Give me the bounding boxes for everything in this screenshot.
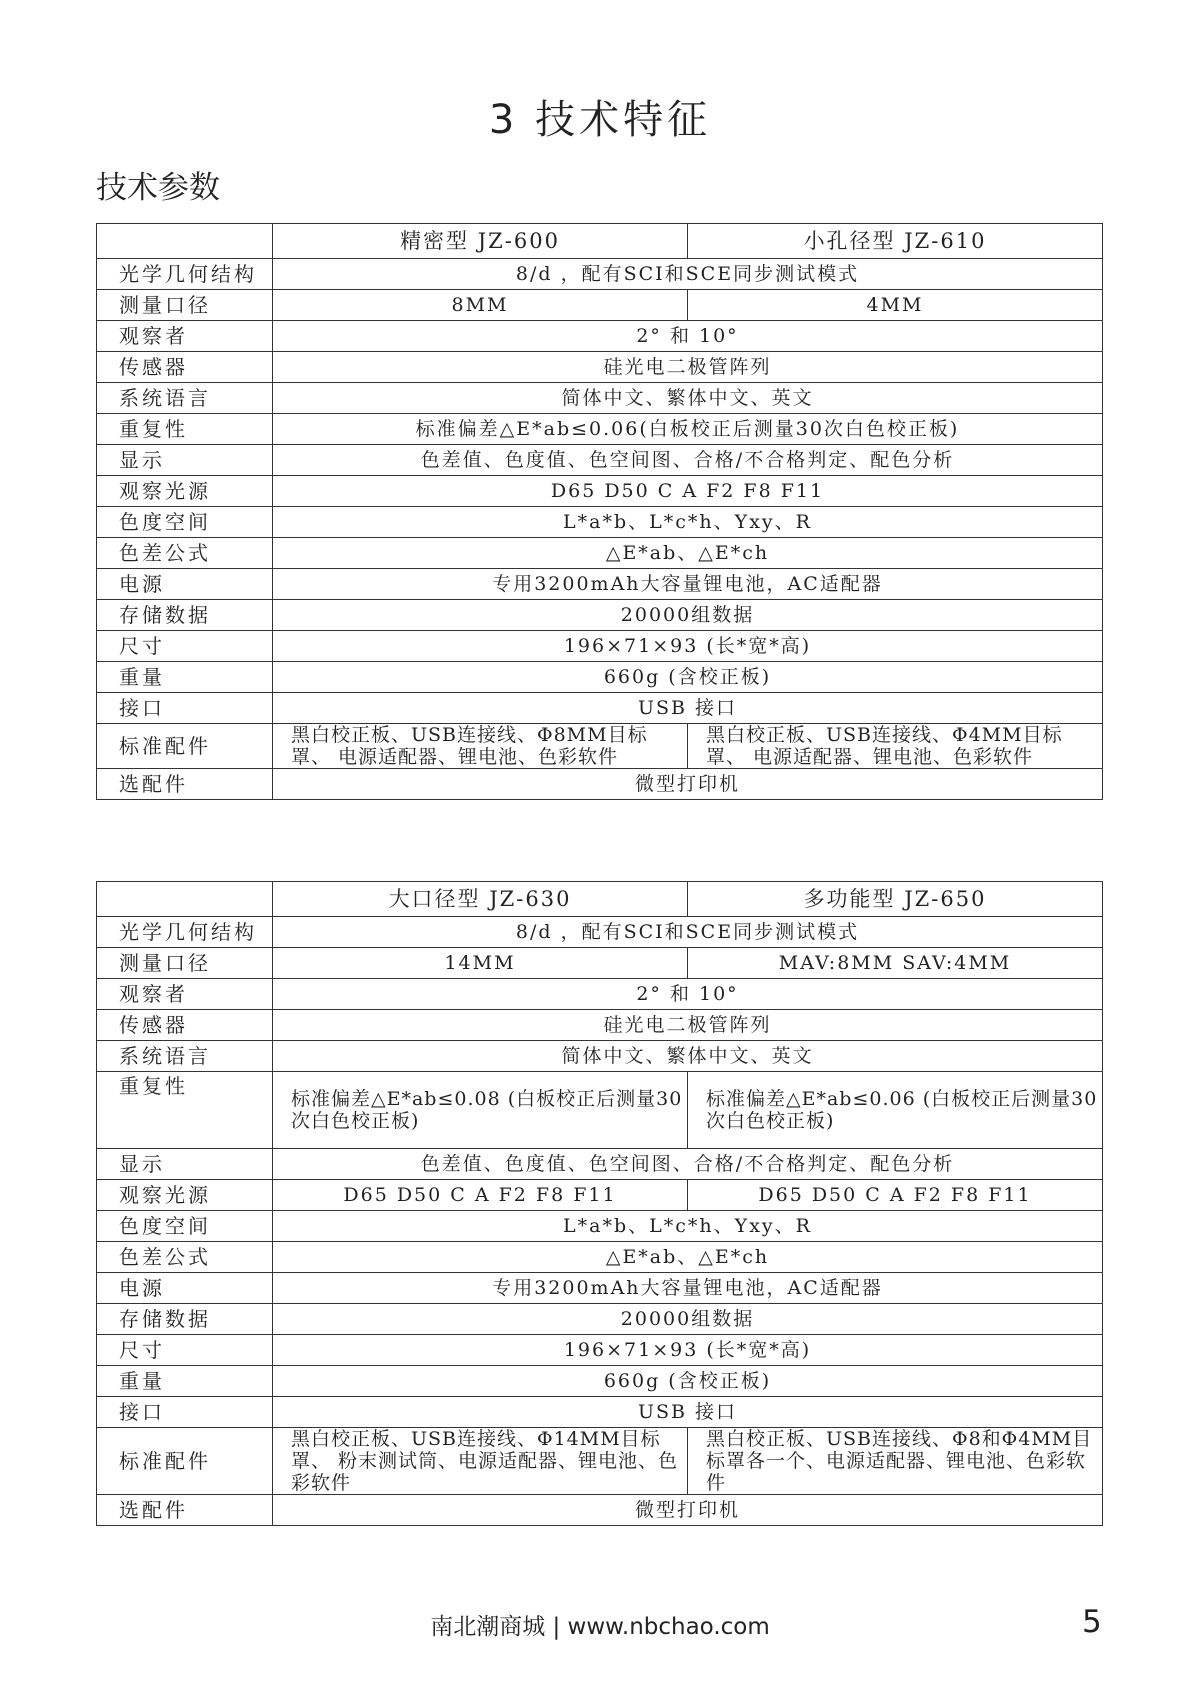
spec-value: △E*ab、△E*ch — [273, 538, 1103, 569]
spec-label: 选配件 — [97, 769, 273, 800]
spec-row — [97, 917, 1103, 948]
spec-row — [97, 693, 1103, 724]
spec-label: 电源 — [97, 569, 273, 600]
spec-label: 存储数据 — [97, 1304, 273, 1335]
spec-row — [97, 1397, 1103, 1428]
spec-row — [97, 476, 1103, 507]
spec-label: 色差公式 — [97, 1242, 273, 1273]
spec-label: 观察光源 — [97, 476, 273, 507]
spec-label: 电源 — [97, 1273, 273, 1304]
spec-value: 660g (含校正板) — [273, 1366, 1103, 1397]
spec-value: 4MM — [688, 290, 1103, 321]
spec-value: L*a*b、L*c*h、Yxy、R — [273, 1211, 1103, 1242]
spec-label: 重量 — [97, 1366, 273, 1397]
spec-value: 660g (含校正板) — [273, 662, 1103, 693]
page-number: 5 — [1082, 1604, 1102, 1640]
spec-row — [97, 1010, 1103, 1041]
spec-row — [97, 948, 1103, 979]
spec-value: USB 接口 — [273, 693, 1103, 724]
spec-row — [97, 569, 1103, 600]
spec-label: 色度空间 — [97, 1211, 273, 1242]
spec-value: USB 接口 — [273, 1397, 1103, 1428]
spec-label: 标准配件 — [97, 1428, 273, 1495]
spec-row — [97, 507, 1103, 538]
spec-label: 测量口径 — [97, 290, 273, 321]
spec-label: 传感器 — [97, 352, 273, 383]
model-header: 大口径型 JZ-630 — [273, 882, 688, 917]
spec-value: L*a*b、L*c*h、Yxy、R — [273, 507, 1103, 538]
spec-row — [97, 1242, 1103, 1273]
spec-row — [97, 259, 1103, 290]
spec-row — [97, 290, 1103, 321]
spec-row — [97, 724, 1103, 769]
spec-row — [97, 600, 1103, 631]
spec-table-1 — [96, 223, 1103, 800]
spec-label: 标准配件 — [97, 724, 273, 769]
spec-value: 8/d ，配有SCI和SCE同步测试模式 — [273, 259, 1103, 290]
spec-value: 标准偏差△E*ab≤0.06(白板校正后测量30次白色校正板) — [273, 414, 1103, 445]
spec-row — [97, 383, 1103, 414]
spec-value: 简体中文、繁体中文、英文 — [273, 1041, 1103, 1072]
spec-label: 光学几何结构 — [97, 259, 273, 290]
spec-value: 微型打印机 — [273, 1495, 1103, 1526]
spec-value: △E*ab、△E*ch — [273, 1242, 1103, 1273]
spec-value: 196×71×93 (长*宽*高) — [273, 1335, 1103, 1366]
spec-row — [97, 662, 1103, 693]
page-title: 3 技术特征 — [488, 97, 712, 143]
spec-table-2 — [96, 881, 1103, 1526]
section-title: 技术参数 — [96, 170, 220, 206]
spec-value: 硅光电二极管阵列 — [273, 1010, 1103, 1041]
spec-row — [97, 631, 1103, 662]
spec-value: 2° 和 10° — [273, 321, 1103, 352]
spec-value: 14MM — [273, 948, 688, 979]
spec-row — [97, 979, 1103, 1010]
spec-value: 标准偏差△E*ab≤0.06 (白板校正后测量30次白色校正板) — [688, 1072, 1103, 1149]
spec-row — [97, 1428, 1103, 1495]
footer-site: 南北潮商城 | www.nbchao.com — [430, 1614, 770, 1640]
spec-label: 尺寸 — [97, 1335, 273, 1366]
spec-row — [97, 1495, 1103, 1526]
spec-value: 专用3200mAh大容量锂电池，AC适配器 — [273, 569, 1103, 600]
spec-row — [97, 1335, 1103, 1366]
spec-label: 显示 — [97, 1149, 273, 1180]
spec-label: 色差公式 — [97, 538, 273, 569]
spec-label: 重复性 — [97, 414, 273, 445]
corner-cell — [97, 882, 273, 917]
spec-row — [97, 769, 1103, 800]
model-header: 精密型 JZ-600 — [273, 224, 688, 259]
spec-value: 20000组数据 — [273, 600, 1103, 631]
spec-label: 尺寸 — [97, 631, 273, 662]
spec-label: 光学几何结构 — [97, 917, 273, 948]
spec-value: 8MM — [273, 290, 688, 321]
spec-label: 系统语言 — [97, 1041, 273, 1072]
spec-row — [97, 1211, 1103, 1242]
spec-row — [97, 1304, 1103, 1335]
spec-value: 硅光电二极管阵列 — [273, 352, 1103, 383]
spec-label: 观察者 — [97, 321, 273, 352]
spec-value: 黑白校正板、USB连接线、Φ8MM目标罩、 电源适配器、锂电池、色彩软件 — [273, 724, 688, 769]
spec-row — [97, 1041, 1103, 1072]
spec-value: 色差值、色度值、色空间图、合格/不合格判定、配色分析 — [273, 445, 1103, 476]
spec-row — [97, 445, 1103, 476]
spec-label: 观察光源 — [97, 1180, 273, 1211]
spec-label: 观察者 — [97, 979, 273, 1010]
spec-value: 黑白校正板、USB连接线、Φ8和Φ4MM目标罩各一个、电源适配器、锂电池、色彩软件 — [688, 1428, 1103, 1495]
spec-label: 色度空间 — [97, 507, 273, 538]
spec-value: 196×71×93 (长*宽*高) — [273, 631, 1103, 662]
spec-label: 存储数据 — [97, 600, 273, 631]
spec-value: 微型打印机 — [273, 769, 1103, 800]
header-row — [97, 224, 1103, 259]
spec-label: 重复性 — [97, 1072, 273, 1149]
spec-row — [97, 414, 1103, 445]
spec-value: 标准偏差△E*ab≤0.08 (白板校正后测量30次白色校正板) — [273, 1072, 688, 1149]
spec-label: 显示 — [97, 445, 273, 476]
spec-value: 20000组数据 — [273, 1304, 1103, 1335]
spec-value: D65 D50 C A F2 F8 F11 — [688, 1180, 1103, 1211]
spec-value: 专用3200mAh大容量锂电池，AC适配器 — [273, 1273, 1103, 1304]
corner-cell — [97, 224, 273, 259]
spec-row — [97, 538, 1103, 569]
spec-label: 系统语言 — [97, 383, 273, 414]
spec-value: 黑白校正板、USB连接线、Φ14MM目标罩、 粉末测试筒、电源适配器、锂电池、色彩软件 — [273, 1428, 688, 1495]
spec-value: D65 D50 C A F2 F8 F11 — [273, 476, 1103, 507]
spec-value: 色差值、色度值、色空间图、合格/不合格判定、配色分析 — [273, 1149, 1103, 1180]
header-row — [97, 882, 1103, 917]
spec-row — [97, 321, 1103, 352]
spec-label: 接口 — [97, 693, 273, 724]
spec-value: D65 D50 C A F2 F8 F11 — [273, 1180, 688, 1211]
model-header: 小孔径型 JZ-610 — [688, 224, 1103, 259]
spec-label: 传感器 — [97, 1010, 273, 1041]
model-header: 多功能型 JZ-650 — [688, 882, 1103, 917]
spec-label: 测量口径 — [97, 948, 273, 979]
spec-label: 选配件 — [97, 1495, 273, 1526]
spec-row — [97, 1072, 1103, 1149]
spec-value: 黑白校正板、USB连接线、Φ4MM目标罩、 电源适配器、锂电池、色彩软件 — [688, 724, 1103, 769]
spec-row — [97, 1366, 1103, 1397]
spec-value: 简体中文、繁体中文、英文 — [273, 383, 1103, 414]
spec-label: 重量 — [97, 662, 273, 693]
spec-row — [97, 1180, 1103, 1211]
spec-value: 8/d ，配有SCI和SCE同步测试模式 — [273, 917, 1103, 948]
spec-value: 2° 和 10° — [273, 979, 1103, 1010]
spec-value: MAV:8MM SAV:4MM — [688, 948, 1103, 979]
spec-row — [97, 352, 1103, 383]
spec-row — [97, 1273, 1103, 1304]
spec-label: 接口 — [97, 1397, 273, 1428]
spec-row — [97, 1149, 1103, 1180]
